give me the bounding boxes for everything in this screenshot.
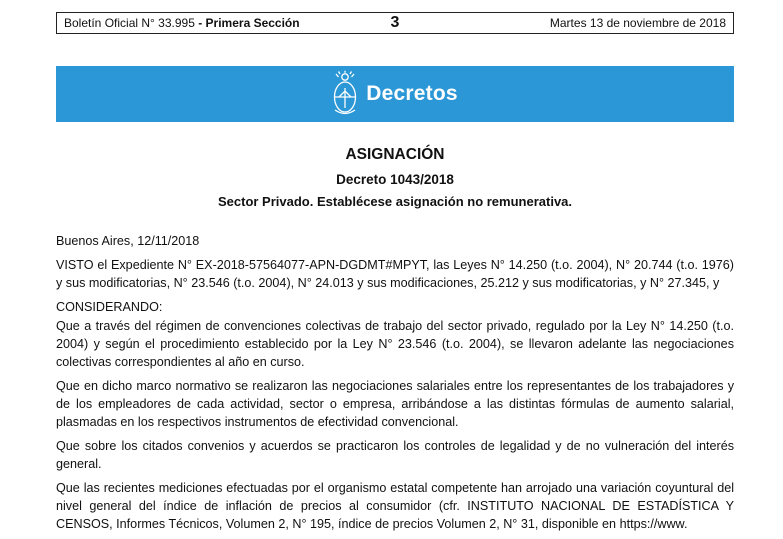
- place-date: Buenos Aires, 12/11/2018: [56, 234, 200, 248]
- decree-subject: Sector Privado. Establécese asignación no remunerativa.: [217, 194, 573, 209]
- paragraph: Que en dicho marco normativo se realizaron las negociaciones salariales entre los representantes de los trabajadores y de los empleadores de cada actividad, sector o empresa, arribándose a las distintas fórmulas de aumento salarial, plasmadas en los respectivos instrumentos de efectividad convencional.: [56, 379, 734, 429]
- decree-heading: ASIGNACIÓN: [345, 146, 445, 163]
- page-number: 3: [390, 14, 400, 31]
- section-banner: [56, 66, 734, 122]
- decree-number: Decreto 1043/2018: [336, 172, 454, 187]
- coat-of-arms-icon: [332, 70, 358, 118]
- banner-content: [56, 66, 734, 122]
- paragraph: Que sobre los citados convenios y acuerdos se practicaron los controles de legalidad y de no vulneración del interés general.: [56, 439, 734, 471]
- paragraph: Que las recientes mediciones efectuadas por el organismo estatal competente han arrojado una variación coyuntural del nivel general del índice de inflación de precios al consumidor (cfr. INSTITUTO NACIONAL DE ESTADÍSTICA Y CENSOS, Informes Técnicos, Volumen 2, N° 195, índice de precios Volumen 2, N° 31, disponible en https://www.: [56, 481, 734, 531]
- paragraph: Que a través del régimen de convenciones colectivas de trabajo del sector privado, regulado por la Ley N° 14.250 (t.o. 2004) y según el procedimiento establecido por la Ley N° 23.546 (t.o. 2004), se llevaron adelante las negociaciones colectivas correspondientes al año en curso.: [56, 319, 734, 369]
- banner-title: Decretos: [366, 82, 458, 105]
- publication-date: Martes 13 de noviembre de 2018: [549, 16, 726, 30]
- header-separator: -: [194, 16, 206, 30]
- decree-body: [56, 232, 734, 539]
- visto-paragraph: VISTO el Expediente N° EX-2018-57564077-APN-DGDMT#MPYT, las Leyes N° 14.250 (t.o. 2004), N° 20.744 (t.o. 1976) y sus modificatorias, N° 23.546 (t.o. 2004), N° 24.013 y sus modificaciones, 25.212 y sus modificatorias, y N° 27.345, y: [56, 258, 734, 290]
- section-name: Primera Sección: [205, 16, 300, 30]
- page-header: [56, 12, 734, 34]
- considerando-heading: CONSIDERANDO:: [56, 300, 163, 314]
- bulletin-number: Boletín Oficial N° 33.995: [64, 16, 195, 30]
